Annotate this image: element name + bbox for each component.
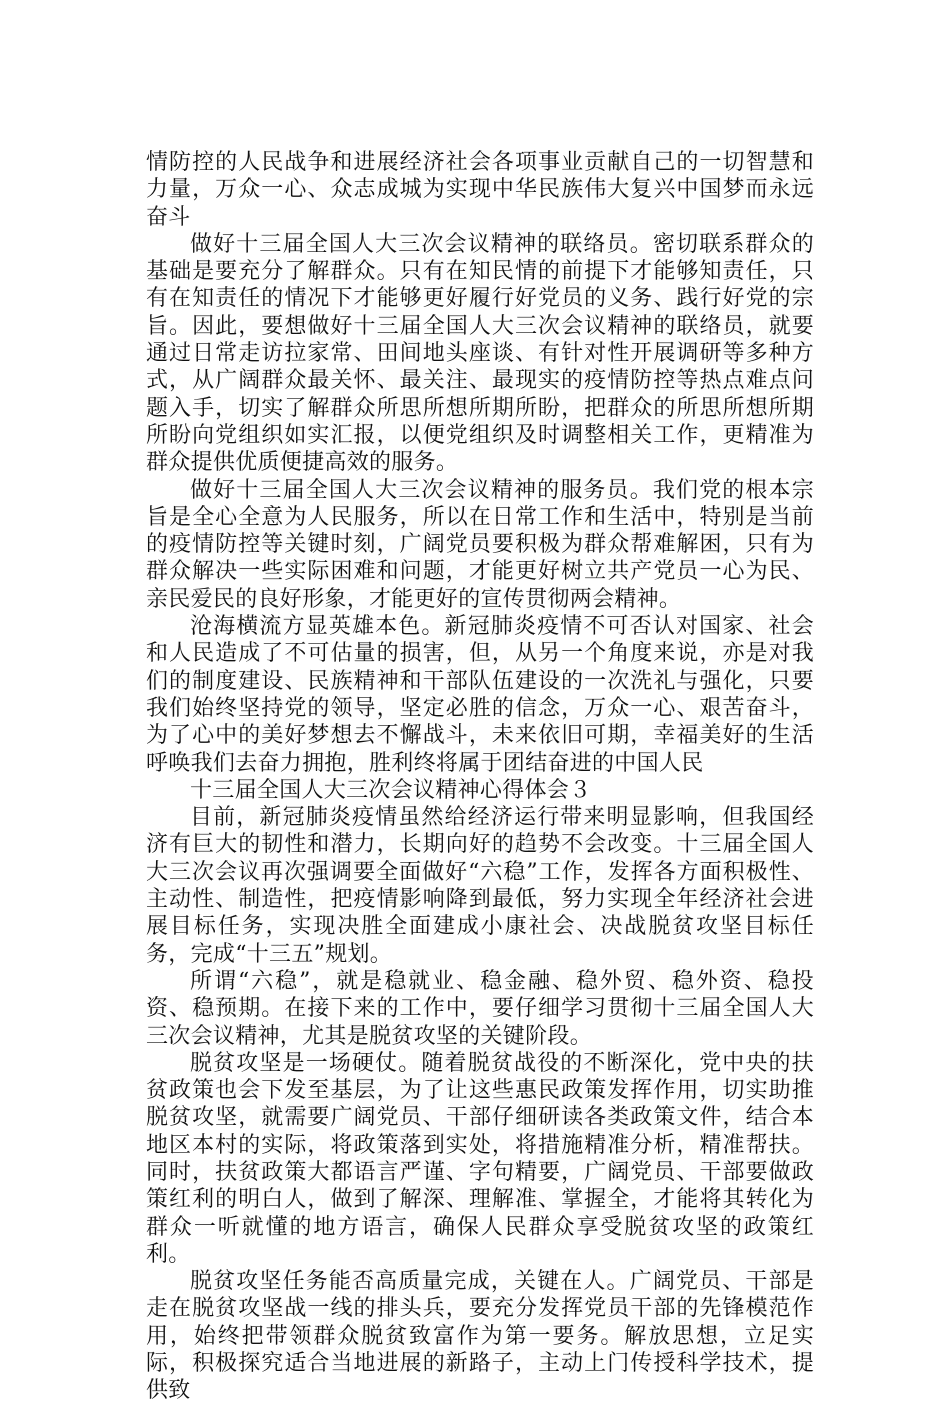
paragraph-heroes: 沧海横流方显英雄本色。新冠肺炎疫情不可否认对国家、社会和人民造成了不可估量的损害，但，从另一个角度来说，亦是对我们的制度建设、民族精神和干部队伍建设的一次洗礼与强化，只要我们始终坚持党的领导，坚定必胜的信念，万众一心、艰苦奋斗，为了心中的美好梦想去不懈战斗，未来依旧可期，幸福美好的生活呼唤我们去奋力拥抱，胜利终将属于团结奋进的中国人民 <box>146 614 814 776</box>
paragraph-liaison: 做好十三届全国人大三次会议精神的联络员。密切联系群众的基础是要充分了解群众。只有在知民情的前提下才能够知责任，只有在知责任的情况下才能够更好履行好党员的义务、践行好党的宗旨。因此，要想做好十三届全国人大三次会议精神的联络员，就要通过日常走访拉家常、田间地头座谈、有针对性开展调研等多种方式，从广阔群众最关怀、最关注、最现实的疫情防控等热点难点问题入手，切实了解群众所思所想所期所盼，把群众的所思所想所期所盼向党组织如实汇报，以便党组织及时调整相关工作，更精准为群众提供优质便捷高效的服务。 <box>146 231 814 476</box>
document-page <box>146 149 814 1405</box>
paragraph-economy: 目前，新冠肺炎疫情虽然给经济运行带来明显影响，但我国经济有巨大的韧性和潜力，长期向好的趋势不会改变。十三届全国人大三次会议再次强调要全面做好“六稳”工作，发挥各方面积极性、主动性、制造性，把疫情影响降到最低，努力实现全年经济社会进展目标任务，实现决胜全面建成小康社会、决战脱贫攻坚目标任务，完成“十三五”规划。 <box>146 805 814 967</box>
paragraph-six-stabilities: 所谓“六稳”，就是稳就业、稳金融、稳外贸、稳外资、稳投资、稳预期。在接下来的工作中，要仔细学习贯彻十三届全国人大三次会议精神，尤其是脱贫攻坚的关键阶段。 <box>146 968 814 1049</box>
paragraph-poverty-battle: 脱贫攻坚是一场硬仗。随着脱贫战役的不断深化，党中央的扶贫政策也会下发至基层，为了让这些惠民政策发挥作用，切实助推脱贫攻坚，就需要广阔党员、干部仔细研读各类政策文件，结合本地区本村的实际，将政策落到实处，将措施精准分析，精准帮扶。同时，扶贫政策大都语言严谨、字句精要，广阔党员、干部要做政策红利的明白人，做到了解深、理解准、掌握全，才能将其转化为群众一听就懂的地方语言，确保人民群众享受脱贫攻坚的政策红利。 <box>146 1050 814 1267</box>
paragraph-continuation: 情防控的人民战争和进展经济社会各项事业贡献自己的一切智慧和力量，万众一心、众志成城为实现中华民族伟大复兴中国梦而永远奋斗 <box>146 150 814 230</box>
section-heading: 十三届全国人大三次会议精神心得体会３ <box>190 777 592 803</box>
paragraph-service: 做好十三届全国人大三次会议精神的服务员。我们党的根本宗旨是全心全意为人民服务，所以在日常工作和生活中，特别是当前的疫情防控等关键时刻，广阔党员要积极为群众帮难解困，只有为群众解决一些实际困难和问题，才能更好树立共产党员一心为民、亲民爱民的良好形象，才能更好的宣传贯彻两会精神。 <box>146 477 814 612</box>
paragraph-key-people: 脱贫攻坚任务能否高质量完成，关键在人。广阔党员、干部是走在脱贫攻坚战一线的排头兵，要充分发挥党员干部的先锋模范作用，始终把带领群众脱贫致富作为第一要务。解放思想，立足实际，积极探究适合当地进展的新路子，主动上门传授科学技术，提供致 <box>146 1269 814 1404</box>
